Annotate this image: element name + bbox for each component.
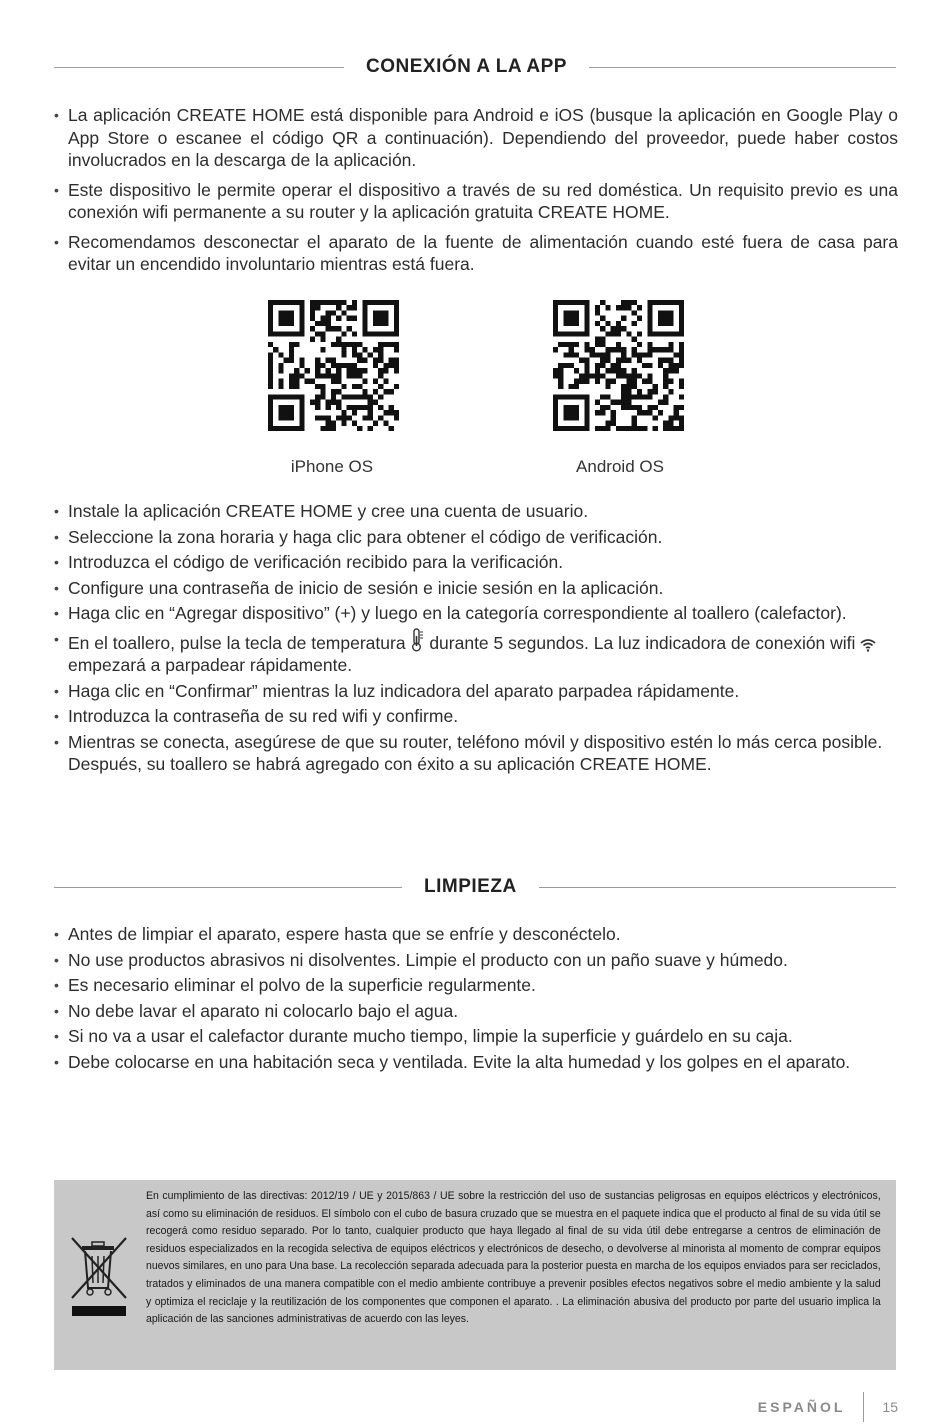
intro-list: [54, 104, 898, 283]
setup-steps-list: [54, 500, 898, 779]
heading-rule-left: [54, 67, 344, 68]
list-item: • Antes de limpiar el aparato, espere hasta que se enfríe y desconéctelo.: [54, 923, 898, 946]
list-item: • Debe colocarse en una habitación seca y ventilada. Evite la alta humedad y los golpes en el aparato.: [54, 1051, 898, 1074]
qr-block-android: [553, 300, 687, 477]
step-text-part3: empezará a parpadear rápidamente.: [68, 655, 353, 675]
qr-caption-android: Android OS: [576, 457, 664, 476]
heading-rule-right: [589, 67, 896, 68]
wifi-icon: [860, 638, 876, 652]
qr-block-ios: [268, 300, 402, 477]
qr-code-android-icon[interactable]: [553, 300, 684, 431]
disposal-notice: [54, 1180, 896, 1370]
section-title-cleaning: LIMPIEZA: [424, 876, 517, 897]
footer-divider: [863, 1392, 864, 1422]
step-text-part2: durante 5 segundos. La luz indicadora de conexión wifi: [429, 632, 856, 653]
list-item: • No use productos abrasivos ni disolventes. Limpie el producto con un paño suave y húmedo.: [54, 949, 898, 972]
list-item: • Seleccione la zona horaria y haga clic para obtener el código de verificación.: [54, 526, 898, 549]
heading-rule-left: [54, 887, 402, 888]
list-item: • La aplicación CREATE HOME está disponible para Android e iOS (busque la aplicación en Google Play o App Store o escanee el código QR a continuación). Dependiendo del proveedor, puede haber costos involucrados en la descarga de la aplicación.: [54, 104, 898, 172]
list-item: • Haga clic en “Agregar dispositivo” (+) y luego en la categoría correspondiente al toallero (calefactor).: [54, 602, 898, 625]
list-item: • Mientras se conecta, asegúrese de que su router, teléfono móvil y dispositivo estén lo más cerca posible. Después, su toallero se habrá agregado con éxito a su aplicación CREATE HOME.: [54, 731, 898, 776]
section-heading-connection: [54, 56, 896, 78]
crossed-out-wheelie-bin-icon: [68, 1236, 130, 1318]
list-item: • Configure una contraseña de inicio de sesión e inicie sesión en la aplicación.: [54, 577, 898, 600]
page-number: 15: [882, 1399, 898, 1415]
page-footer: [758, 1392, 898, 1422]
step-text-part1: En el toallero, pulse la tecla de temperatura: [68, 632, 406, 653]
list-item: • Introduzca el código de verificación recibido para la verificación.: [54, 551, 898, 574]
qr-caption-ios: iPhone OS: [290, 457, 374, 476]
list-item: • Es necesario eliminar el polvo de la superficie regularmente.: [54, 974, 898, 997]
list-item: • Introduzca la contraseña de su red wifi y confirme.: [54, 705, 898, 728]
heading-rule-right: [539, 887, 896, 888]
list-item: [54, 628, 898, 677]
section-title-connection: CONEXIÓN A LA APP: [366, 56, 567, 77]
cleaning-list: [54, 923, 898, 1076]
list-item: • Recomendamos desconectar el aparato de la fuente de alimentación cuando esté fuera de casa para evitar un encendido involuntario mientras está fuera.: [54, 231, 898, 276]
list-item: • Si no va a usar el calefactor durante mucho tiempo, limpie la superficie y guárdelo en su caja.: [54, 1025, 898, 1048]
qr-code-ios-icon[interactable]: [268, 300, 399, 431]
disposal-notice-text: En cumplimiento de las directivas: 2012/19 / UE y 2015/863 / UE sobre la restricción del uso de sustancias peligrosas en equipos eléctricos y electrónicos, así como su eliminación de residuos. El símbolo con el cubo de basura cruzado que se muestra en el paquete indica que el producto al final de su vida útil se recogerá como residuo separado. Por lo tanto, cualquier producto que haya llegado al final de su vida útil debe entregarse a centros de eliminación de residuos especializados en la recogida selectiva de equipos eléctricos y electrónicos de desecho, o devolverse al minorista al momento de comprar equipos nuevos similares, en uno para Una base. La recolección separada adecuada para la posterior puesta en marcha de los equipos enviados para ser reciclados, tratados y eliminados de una manera compatible con el medio ambiente contribuye a prevenir posibles efectos negativos sobre el medio ambiente y la salud y optimiza el reciclaje y la reutilización de los componentes que componen el aparato. . La eliminación abusiva del producto por parte del usuario implica la aplicación de las sanciones administrativas de acuerdo con las leyes.: [146, 1190, 881, 1326]
list-item: • Haga clic en “Confirmar” mientras la luz indicadora del aparato parpadea rápidamente.: [54, 680, 898, 703]
list-item: • No debe lavar el aparato ni colocarlo bajo el agua.: [54, 1000, 898, 1023]
thermometer-icon: [410, 628, 424, 652]
footer-language: ESPAÑOL: [757, 1399, 846, 1415]
section-heading-cleaning: [54, 876, 896, 898]
list-item: • Este dispositivo le permite operar el dispositivo a través de su red doméstica. Un requisito previo es una conexión wifi permanente a su router y la aplicación gratuita CREATE HOME.: [54, 179, 898, 224]
list-item: • Instale la aplicación CREATE HOME y cree una cuenta de usuario.: [54, 500, 898, 523]
